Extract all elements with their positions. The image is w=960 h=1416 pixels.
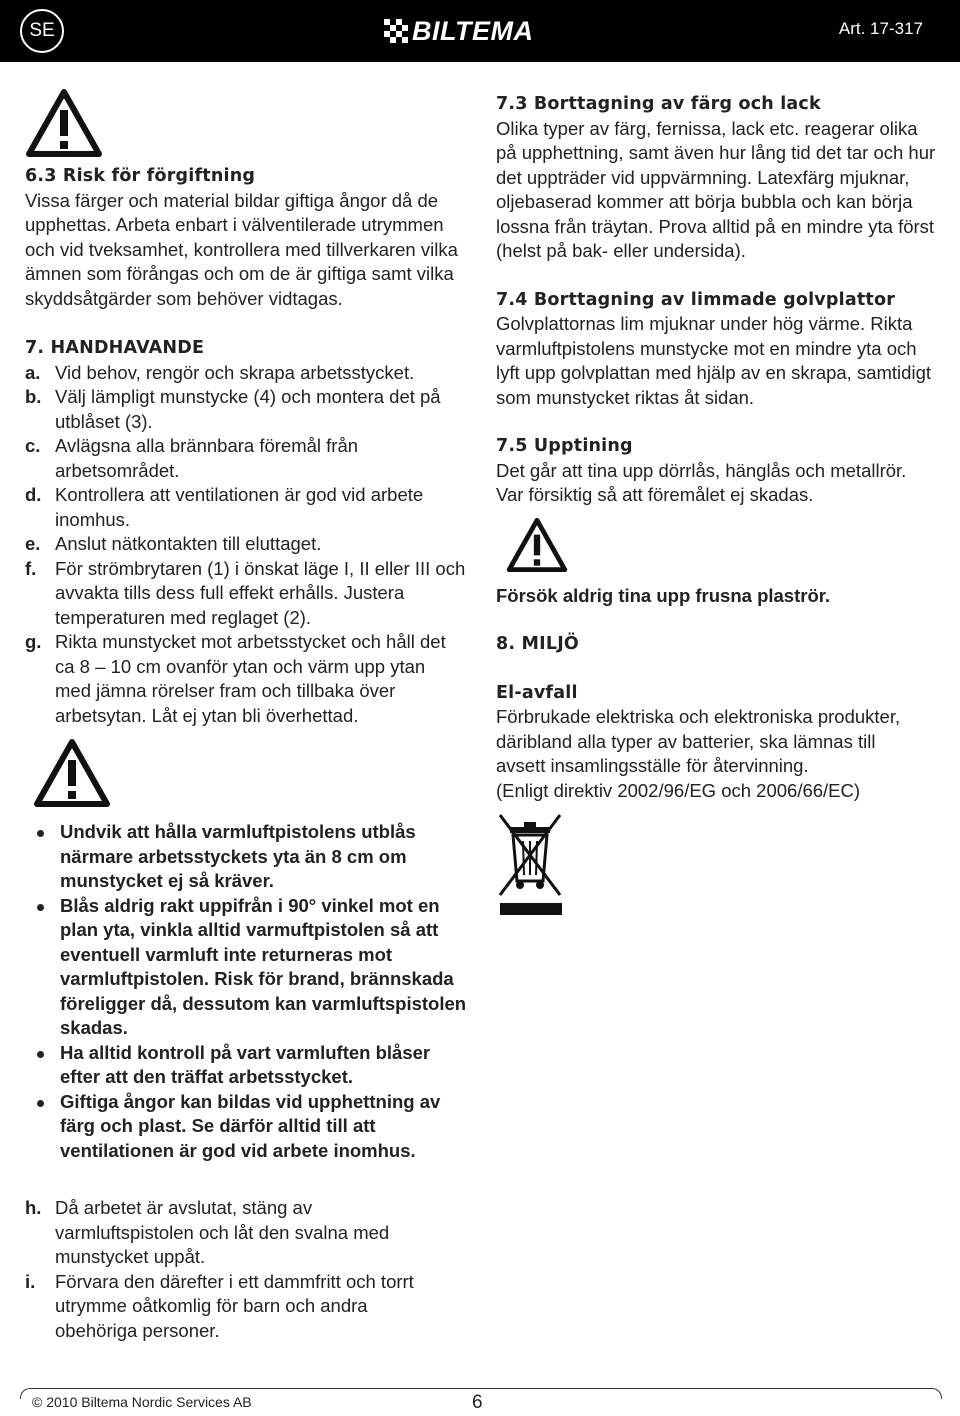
step-text: Förvara den därefter i ett dammfritt och torrt utrymme oåtkomlig för barn och andra obehöriga personer. (55, 1270, 414, 1341)
brand-logo (384, 16, 533, 46)
copyright: © 2010 Biltema Nordic Services AB (32, 1394, 252, 1410)
step-letter: f. (25, 557, 37, 579)
list-item (25, 434, 475, 483)
section-7-3-title: 7.3 Borttagning av färg och lack (496, 94, 821, 114)
bullet-icon (37, 904, 44, 911)
section-8-title: 8. MILJÖ (496, 634, 579, 654)
step-text: Välj lämpligt munstycke (4) och montera det på utblåset (3). (55, 386, 441, 432)
step-text: Kontrollera att ventilationen är god vid arbete inomhus. (55, 484, 424, 530)
step-text: Då arbetet är avslutat, stäng av varmluftspistolen och låt den svalna med munstycket uppåt. (55, 1197, 390, 1267)
list-item (25, 820, 475, 894)
page-number: 6 (472, 1392, 483, 1413)
checkered-flag-icon (384, 19, 408, 43)
list-item (25, 483, 475, 532)
bullet-text: Giftiga ångor kan bildas vid upphettning av färg och plast. Se därför alltid till att ventilationen är god vid arbete inomhus. (60, 1090, 441, 1161)
section-7-5-title: 7.5 Upptining (496, 436, 633, 456)
steps-list-end (25, 1196, 475, 1343)
bullet-icon (37, 1051, 44, 1058)
step-letter: a. (25, 361, 41, 383)
step-text: Rikta munstycket mot arbetsstycket och håll det ca 8 – 10 cm ovanför ytan och värm upp ytan med jämna rörelser fram och tillbaka över arbetsytan. Låt ej ytan bli överhettad. (55, 631, 446, 726)
steps-list (25, 361, 475, 729)
section-7-5-text: Det går att tina upp dörrlås, hänglås och metallrör. Var försiktig så att föremålet ej skadas. (496, 459, 907, 505)
bullet-icon (37, 1100, 44, 1107)
list-item (25, 894, 475, 1041)
section-6-3-text: Vissa färger och material bildar giftiga ångor då de upphettas. Arbeta enbart i välventilerade utrymmen och vid tveksamhet, kontrollera med tillverkaren vilka ämnen som förångas och om de är giftiga samt vilka skyddsåtgärder som behöver vidtagas. (25, 189, 458, 309)
warning-triangle-icon (506, 516, 568, 574)
warnings-list (25, 820, 475, 1163)
list-item (25, 1090, 475, 1164)
e-waste-text: Förbrukade elektriska och elektroniska produkter, däribland alla typer av batterier, ska lämnas till avsett insamlingsställe för återvinning. (496, 706, 901, 776)
bullet-text: Blås aldrig rakt uppifrån i 90° vinkel mot en plan yta, vinkla alltid varmuftpistolen så att eventuell varmluft inte returneras mot varmluftpistolen. Risk för brand, brännskada föreligger då, dessutom kan varmluftspistolen skadas. (60, 894, 467, 1038)
section-7-3-text: Olika typer av färg, fernissa, lack etc. reagerar olika på upphettning, samt även hur lång tid det tar och hur det uppträder vid uppvärmning. Latexfärg mjuknar, oljebaserad kommer att börja bubbla och kan börja lossna från träytan. Prova alltid på en mindre yta först (helst på bak- eller undersida). (496, 117, 936, 261)
list-item (25, 1041, 475, 1090)
language-badge: SE (20, 9, 64, 53)
step-letter: g. (25, 631, 42, 652)
left-column (25, 88, 475, 1343)
step-letter: c. (25, 435, 41, 456)
step-text: Vid behov, rengör och skrapa arbetsstycket. (55, 361, 415, 383)
list-item (25, 557, 475, 631)
list-item (25, 361, 475, 386)
section-7-4-text: Golvplattornas lim mjuknar under hög värme. Rikta varmluftpistolens munstycke mot en mindre yta och lyft upp golvplattan med hjälp av en skrapa, samtidigt som munstycket riktas åt sidan. (496, 313, 931, 408)
list-item (25, 630, 475, 728)
frozen-pipes-warning: Försök aldrig tina upp frusna plaströr. (496, 584, 831, 606)
step-letter: i. (25, 1270, 36, 1292)
e-waste-note: (Enligt direktiv 2002/96/EG och 2006/66/EC) (496, 779, 861, 801)
crossed-out-wheelie-bin-icon (496, 811, 564, 923)
bullet-text: Ha alltid kontroll på vart varmluften blåser efter att den träffat arbetsstycket. (60, 1041, 431, 1087)
step-letter: e. (25, 533, 41, 554)
section-6-3-title: 6.3 Risk för förgiftning (25, 166, 256, 186)
step-letter: h. (25, 1197, 42, 1218)
step-letter: d. (25, 484, 42, 505)
bullet-text: Undvik att hålla varmluftpistolens utblås närmare arbetsstyckets yta än 8 cm om munstycket ej så kräver. (60, 821, 416, 891)
warning-triangle-icon (25, 88, 103, 158)
page-footer (20, 1388, 940, 1416)
e-waste-title: El-avfall (496, 682, 578, 703)
article-number: Art. 17-317 (838, 19, 923, 38)
list-item (25, 1196, 455, 1270)
right-column (496, 92, 936, 923)
header-bar (0, 0, 960, 62)
step-letter: b. (25, 386, 42, 407)
list-item (25, 385, 475, 434)
step-text: För strömbrytaren (1) i önskat läge I, II eller III och avvakta tills dess full effekt erhålls. Justera temperaturen med reglaget (2). (55, 557, 466, 628)
list-item (25, 532, 475, 557)
section-7-4-title: 7.4 Borttagning av limmade golvplattor (496, 289, 896, 310)
list-item (25, 1270, 455, 1344)
brand-name: BILTEMA (412, 15, 534, 46)
step-text: Avlägsna alla brännbara föremål från arbetsområdet. (55, 435, 359, 481)
warning-triangle-icon (33, 738, 111, 808)
section-7-title: 7. HANDHAVANDE (25, 338, 205, 358)
step-text: Anslut nätkontakten till eluttaget. (55, 533, 322, 554)
bullet-icon (37, 830, 44, 837)
